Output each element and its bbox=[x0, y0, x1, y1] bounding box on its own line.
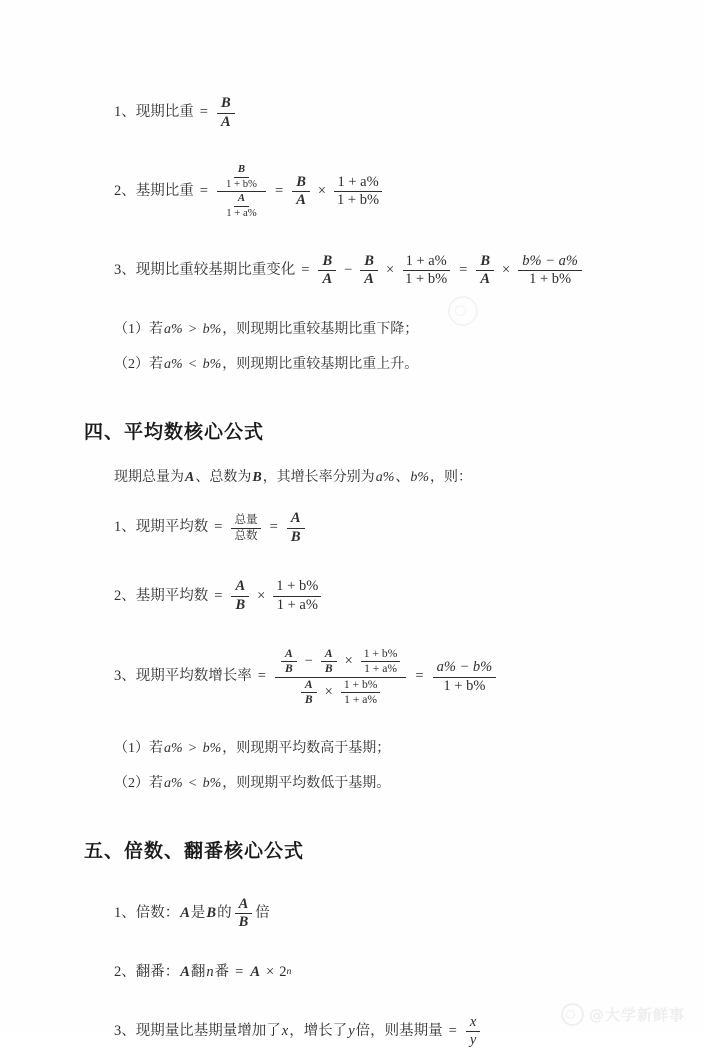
minus-sign: − bbox=[344, 261, 353, 278]
fraction-B-over-A bbox=[318, 254, 336, 288]
condition-marker: （1） bbox=[114, 321, 149, 337]
equals-sign: = bbox=[257, 668, 266, 685]
fraction-1plusb-over-1plusa bbox=[273, 579, 321, 613]
formula-label: 倍数： bbox=[135, 904, 180, 921]
formula-row-4-1 bbox=[114, 511, 644, 545]
condition-row-4-2 bbox=[114, 776, 644, 791]
denominator-1plusa: 1 + a% bbox=[344, 693, 378, 707]
list-marker: 1、 bbox=[114, 519, 136, 536]
text-fan-number: 番 bbox=[214, 963, 230, 980]
condition-right: b% bbox=[202, 776, 222, 792]
fraction-A-over-B bbox=[287, 511, 305, 545]
condition-comma: ， bbox=[222, 776, 237, 792]
compound-fraction bbox=[217, 164, 266, 219]
numerator-1plusb: 1 + b% bbox=[276, 578, 319, 595]
inner-fraction-B-over-1plusb bbox=[223, 164, 260, 190]
inner-denominator-1plusa: 1 + a% bbox=[226, 207, 257, 220]
formula-row-3-2 bbox=[114, 164, 644, 219]
power-exponent-n: n bbox=[286, 966, 292, 978]
formula-label: 现期比重较基期比重变化 bbox=[135, 261, 296, 278]
condition-prefix: 若 bbox=[149, 740, 163, 756]
denominator-1plusa: 1 + a% bbox=[276, 597, 318, 614]
spacer bbox=[84, 863, 644, 897]
condition-result: 则现期比重较基期比重下降； bbox=[236, 321, 419, 337]
text-part2: ，增长了 bbox=[289, 1023, 348, 1040]
equals-sign: = bbox=[199, 104, 208, 121]
numerator-1plusa: 1 + a% bbox=[405, 252, 447, 269]
denominator-B: B bbox=[324, 662, 333, 676]
inner-fraction-1plusb-over-1plusa-2 bbox=[341, 679, 381, 707]
numerator-B: B bbox=[220, 95, 231, 111]
spacer bbox=[84, 485, 644, 511]
intro-part2: 、总数为 bbox=[195, 469, 252, 485]
numerator-A: A bbox=[304, 677, 313, 691]
equals-sign-2: = bbox=[459, 261, 468, 278]
denominator-total-count: 总数 bbox=[234, 528, 258, 542]
var-B: B bbox=[206, 904, 217, 921]
denominator-A: A bbox=[220, 113, 231, 130]
denominator-1plusb: 1 + b% bbox=[337, 192, 380, 209]
spacer bbox=[84, 614, 644, 648]
denominator-1plusb: 1 + b% bbox=[529, 271, 572, 288]
numerator-B: B bbox=[296, 173, 306, 190]
equals-sign-2: = bbox=[275, 183, 284, 199]
formula-row-5-2 bbox=[114, 965, 644, 981]
list-marker: 3、 bbox=[114, 668, 136, 685]
text-fan: 翻 bbox=[190, 963, 206, 980]
formula-label: 现期平均数增长率 bbox=[135, 668, 252, 685]
condition-left: a% bbox=[164, 740, 183, 756]
watermark bbox=[561, 1003, 685, 1026]
list-marker: 1、 bbox=[114, 104, 136, 121]
inner-fraction-A-over-1plusa bbox=[223, 193, 259, 219]
denominator-A: A bbox=[364, 271, 374, 288]
condition-row-3-1 bbox=[114, 322, 644, 337]
condition-operator: < bbox=[188, 776, 197, 792]
inner-numerator-B: B bbox=[237, 163, 246, 176]
intro-var-b-pct: b% bbox=[410, 469, 430, 485]
spacer bbox=[84, 220, 644, 254]
fraction-total-over-count bbox=[231, 514, 260, 542]
document-content bbox=[84, 96, 644, 1049]
times-sign: × bbox=[257, 587, 266, 604]
condition-row-3-2 bbox=[114, 357, 644, 372]
times-sign-2: × bbox=[502, 261, 511, 278]
condition-comma: ， bbox=[222, 321, 237, 337]
equals-sign-2: = bbox=[415, 668, 424, 685]
section-four-heading: 四、平均数核心公式 bbox=[84, 420, 265, 443]
spacer bbox=[84, 707, 644, 741]
fraction-B-over-A-3 bbox=[476, 254, 494, 288]
numerator-B: B bbox=[322, 252, 333, 269]
fraction-B-over-A bbox=[217, 96, 235, 130]
intro-var-a-pct: a% bbox=[375, 469, 395, 485]
formula-label: 现期平均数 bbox=[135, 519, 209, 536]
condition-right: b% bbox=[202, 357, 222, 373]
intro-part1: 现期总量为 bbox=[114, 469, 184, 485]
inner-fraction-A-over-B bbox=[281, 648, 297, 676]
numerator-1plusb: 1 + b% bbox=[343, 677, 378, 691]
spacer bbox=[84, 792, 644, 836]
intro-var-B: B bbox=[252, 469, 262, 485]
numerator-1plusa: 1 + a% bbox=[337, 173, 379, 190]
intro-var-A: A bbox=[185, 469, 195, 485]
numerator-A: A bbox=[290, 510, 301, 527]
section-five-heading: 五、倍数、翻番核心公式 bbox=[84, 839, 305, 862]
denominator-A: A bbox=[480, 271, 491, 288]
times-sign: × bbox=[266, 963, 275, 980]
var-y: y bbox=[348, 1023, 355, 1040]
equals-sign: = bbox=[301, 261, 310, 278]
intro-part3: ，其增长率分别为 bbox=[262, 469, 375, 485]
list-marker: 2、 bbox=[114, 183, 136, 199]
formula-label: 基期平均数 bbox=[135, 587, 209, 604]
formula-row-4-3 bbox=[114, 648, 644, 707]
spacer bbox=[84, 444, 644, 470]
spacer bbox=[84, 931, 644, 965]
var-A-2: A bbox=[250, 963, 261, 980]
section-four-intro bbox=[114, 470, 644, 485]
numerator-B: B bbox=[480, 252, 491, 269]
formula-row-5-1 bbox=[114, 897, 644, 931]
denominator-B: B bbox=[238, 914, 249, 931]
inner-fraction-A-over-B-2 bbox=[321, 648, 337, 676]
condition-operator: > bbox=[188, 321, 197, 337]
denominator-A: A bbox=[296, 192, 306, 209]
inner-numerator-A: A bbox=[237, 192, 246, 205]
times-sign-2: × bbox=[324, 683, 333, 700]
list-marker: 1、 bbox=[114, 904, 136, 921]
condition-prefix: 若 bbox=[149, 776, 163, 792]
condition-left: a% bbox=[164, 357, 183, 373]
times-sign: × bbox=[344, 652, 353, 669]
numerator-A: A bbox=[235, 578, 246, 595]
numerator-A: A bbox=[324, 646, 333, 660]
list-marker: 2、 bbox=[114, 963, 136, 980]
fraction-1plusa-over-1plusb bbox=[402, 254, 450, 288]
var-n: n bbox=[206, 963, 214, 980]
condition-marker: （1） bbox=[114, 740, 149, 756]
condition-left: a% bbox=[164, 776, 183, 792]
equals-sign: = bbox=[214, 519, 223, 536]
watermark-handle: @大学新鲜事 bbox=[588, 1006, 685, 1024]
formula-row-3-1 bbox=[114, 96, 644, 130]
condition-right: b% bbox=[202, 740, 222, 756]
list-marker: 2、 bbox=[114, 587, 136, 604]
text-part1: 现期量比基期量增加了 bbox=[135, 1023, 281, 1040]
denominator-B: B bbox=[235, 597, 246, 614]
condition-marker: （2） bbox=[114, 776, 149, 792]
numerator-a-minus-b: a% − b% bbox=[436, 659, 493, 676]
intro-part4: 、 bbox=[395, 469, 410, 485]
denominator-B: B bbox=[304, 693, 313, 707]
weibo-logo-icon-faint bbox=[448, 296, 478, 326]
spacer bbox=[84, 337, 644, 357]
intro-part5: ，则： bbox=[430, 469, 473, 485]
fraction-A-over-B bbox=[231, 579, 249, 613]
denominator-1plusb: 1 + b% bbox=[443, 677, 486, 694]
numerator-b-minus-a: b% − a% bbox=[522, 252, 578, 269]
spacer bbox=[84, 130, 644, 164]
condition-result: 则现期比重较基期比重上升。 bbox=[236, 357, 419, 373]
numerator-x: x bbox=[469, 1013, 477, 1030]
numerator-A: A bbox=[238, 895, 249, 912]
condition-marker: （2） bbox=[114, 357, 149, 373]
fraction-1plusa-over-1plusb bbox=[334, 175, 382, 209]
inner-denominator-1plusb: 1 + b% bbox=[225, 177, 257, 190]
condition-left: a% bbox=[164, 321, 183, 337]
denominator-y: y bbox=[469, 1032, 477, 1049]
condition-comma: ， bbox=[222, 740, 237, 756]
times-sign: × bbox=[385, 261, 395, 278]
formula-row-3-3 bbox=[114, 254, 644, 288]
spacer bbox=[84, 288, 644, 322]
denominator-B: B bbox=[284, 662, 293, 676]
condition-operator: > bbox=[188, 740, 197, 756]
formula-label: 基期比重 bbox=[135, 183, 194, 199]
var-A: A bbox=[180, 904, 190, 921]
var-A: A bbox=[180, 963, 190, 980]
numerator-A: A bbox=[284, 646, 293, 660]
condition-right: b% bbox=[202, 321, 222, 337]
text-shi: 是 bbox=[190, 904, 206, 921]
fraction-B-over-A bbox=[292, 175, 310, 209]
weibo-logo-icon bbox=[561, 1003, 584, 1026]
minus-sign: − bbox=[304, 652, 313, 669]
condition-comma: ， bbox=[222, 357, 237, 373]
numerator-1plusb: 1 + b% bbox=[363, 646, 398, 660]
equals-sign-2: = bbox=[269, 519, 278, 536]
list-marker: 3、 bbox=[114, 1023, 136, 1040]
text-bei: 倍 bbox=[255, 904, 270, 921]
var-x: x bbox=[281, 1023, 289, 1040]
numerator-B: B bbox=[364, 252, 374, 269]
spacer bbox=[84, 545, 644, 579]
fraction-aminusb-over-1plusb bbox=[433, 660, 497, 694]
text-part3: 倍，则基期量 bbox=[355, 1023, 443, 1040]
denominator-1plusb: 1 + b% bbox=[405, 271, 448, 288]
compound-fraction-growth-rate bbox=[275, 648, 406, 707]
equals-sign: = bbox=[235, 963, 244, 980]
spacer bbox=[84, 373, 644, 417]
denominator-1plusa: 1 + a% bbox=[364, 662, 398, 676]
power-base: 2 bbox=[279, 963, 287, 980]
formula-label: 现期比重 bbox=[135, 104, 194, 121]
condition-prefix: 若 bbox=[149, 357, 163, 373]
numerator-total-amount: 总量 bbox=[234, 513, 258, 527]
condition-row-4-1 bbox=[114, 741, 644, 756]
formula-row-4-2 bbox=[114, 579, 644, 613]
denominator-A: A bbox=[322, 271, 333, 288]
inner-fraction-1plusb-over-1plusa bbox=[361, 648, 401, 676]
inner-fraction-A-over-B-3 bbox=[301, 679, 317, 707]
condition-result: 则现期平均数低于基期。 bbox=[236, 776, 391, 792]
text-de: 的 bbox=[217, 904, 232, 921]
fraction-bminusa-over-1plusb bbox=[518, 254, 582, 288]
equals-sign: = bbox=[199, 183, 208, 199]
equals-sign: = bbox=[214, 587, 223, 604]
times-sign: × bbox=[317, 183, 327, 199]
condition-prefix: 若 bbox=[149, 321, 163, 337]
denominator-B: B bbox=[290, 528, 301, 545]
fraction-B-over-A-2 bbox=[360, 254, 378, 288]
spacer bbox=[84, 756, 644, 776]
equals-sign: = bbox=[448, 1023, 457, 1040]
condition-operator: < bbox=[188, 357, 197, 373]
condition-result: 则现期平均数高于基期； bbox=[236, 740, 391, 756]
fraction-A-over-B bbox=[235, 897, 253, 931]
formula-label: 翻番： bbox=[135, 963, 180, 980]
list-marker: 3、 bbox=[114, 261, 136, 278]
